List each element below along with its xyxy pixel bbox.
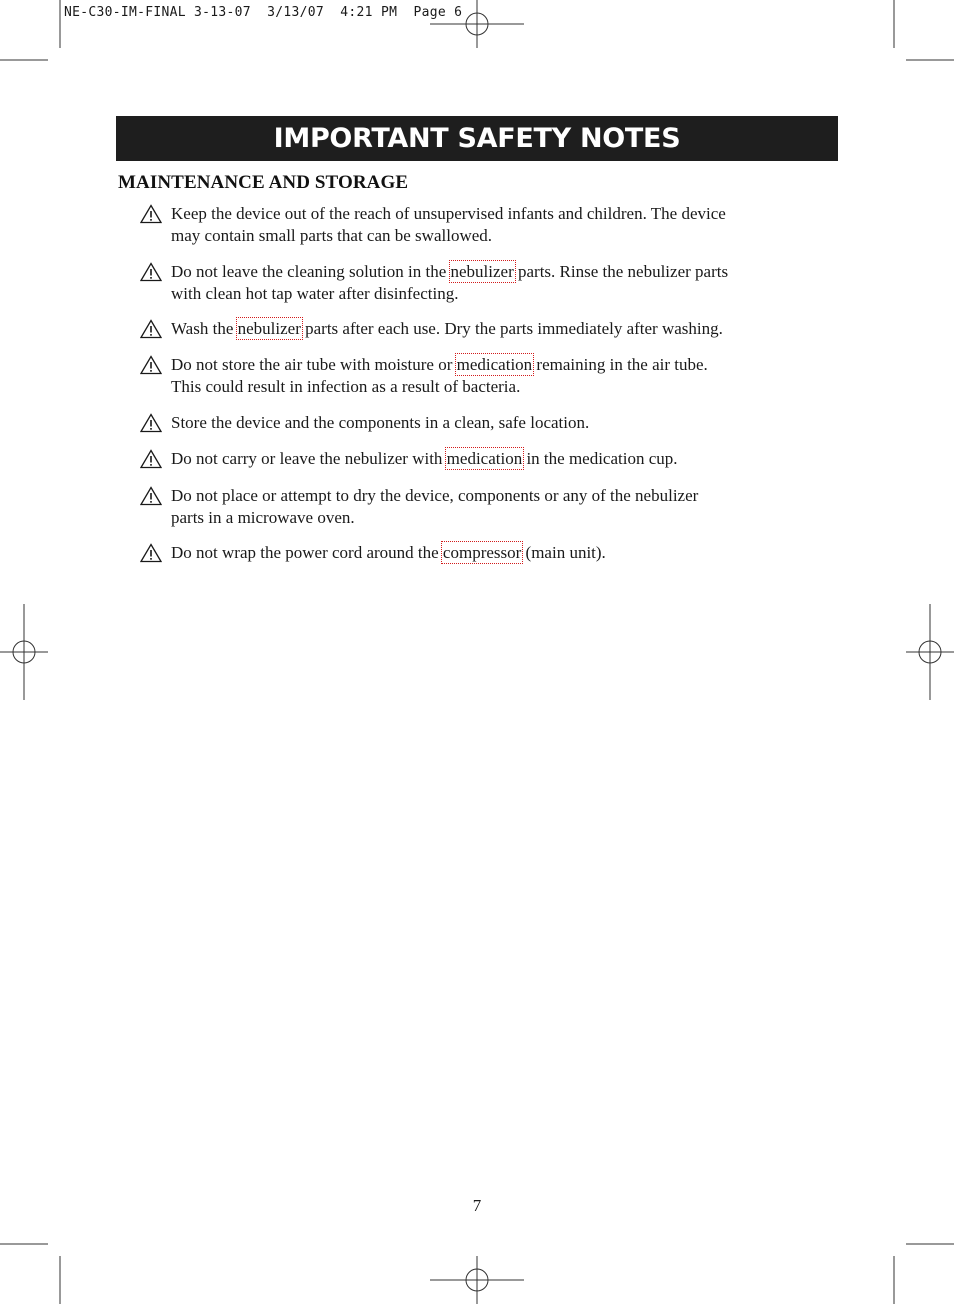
- note-text-segment: Do not wrap the power cord around the: [171, 543, 443, 562]
- warning-triangle-icon: [140, 203, 162, 246]
- safety-note: [140, 261, 820, 304]
- safety-notes-banner: [116, 116, 838, 161]
- page-number: 7: [472, 1196, 482, 1215]
- note-text-segment: Wash the: [171, 319, 238, 338]
- note-text-segment: remaining in the air tube.: [532, 355, 708, 374]
- note-text-line: parts in a microwave oven.: [171, 507, 355, 527]
- printer-slug-line: NE-C30-IM-FINAL 3-13-07 3/13/07 4:21 PM Page 6: [64, 5, 463, 20]
- safety-note: [140, 318, 820, 345]
- warning-triangle-icon: [140, 448, 162, 475]
- registration-target-bottom: [430, 1256, 524, 1304]
- warning-triangle-icon: [140, 354, 162, 397]
- safety-note: [140, 542, 820, 569]
- registration-target-right: [906, 604, 954, 700]
- banner-title: IMPORTANT SAFETY NOTES: [273, 123, 681, 154]
- note-text-segment: Do not leave the cleaning solution in the: [171, 262, 451, 281]
- warning-triangle-icon: [140, 261, 162, 304]
- note-text-line: Keep the device out of the reach of unsupervised infants and children. The device: [171, 204, 726, 223]
- note-text-segment: parts after each use. Dry the parts immediately after washing.: [300, 319, 723, 338]
- note-text-line: This could result in infection as a result of bacteria.: [171, 376, 521, 396]
- highlighted-term: medication: [446, 449, 523, 468]
- safety-note: [140, 412, 820, 439]
- note-text-line: with clean hot tap water after disinfecting.: [171, 283, 459, 303]
- warning-triangle-icon: [140, 318, 162, 345]
- note-text-line: Do not place or attempt to dry the device, components or any of the nebulizer: [171, 486, 699, 505]
- highlighted-term: compressor: [442, 543, 522, 562]
- note-text-line: Store the device and the components in a clean, safe location.: [171, 413, 590, 432]
- highlighted-term: medication: [456, 355, 533, 374]
- note-text-segment: (main unit).: [521, 543, 606, 562]
- safety-note: [140, 485, 820, 528]
- note-text-segment: in the medication cup.: [522, 449, 678, 468]
- note-text-segment: parts. Rinse the nebulizer parts: [513, 262, 729, 281]
- highlighted-term: nebulizer: [237, 319, 301, 338]
- note-text-line: may contain small parts that can be swallowed.: [171, 225, 493, 245]
- note-text-segment: Do not carry or leave the nebulizer with: [171, 449, 447, 468]
- registration-target-left: [0, 604, 48, 700]
- warning-triangle-icon: [140, 542, 162, 569]
- warning-triangle-icon: [140, 412, 162, 439]
- safety-note: [140, 203, 820, 246]
- warning-triangle-icon: [140, 485, 162, 528]
- safety-note: [140, 354, 820, 397]
- highlighted-term: nebulizer: [450, 262, 514, 281]
- section-heading: MAINTENANCE AND STORAGE: [118, 172, 409, 193]
- note-text-segment: Do not store the air tube with moisture or: [171, 355, 457, 374]
- safety-note: [140, 448, 820, 475]
